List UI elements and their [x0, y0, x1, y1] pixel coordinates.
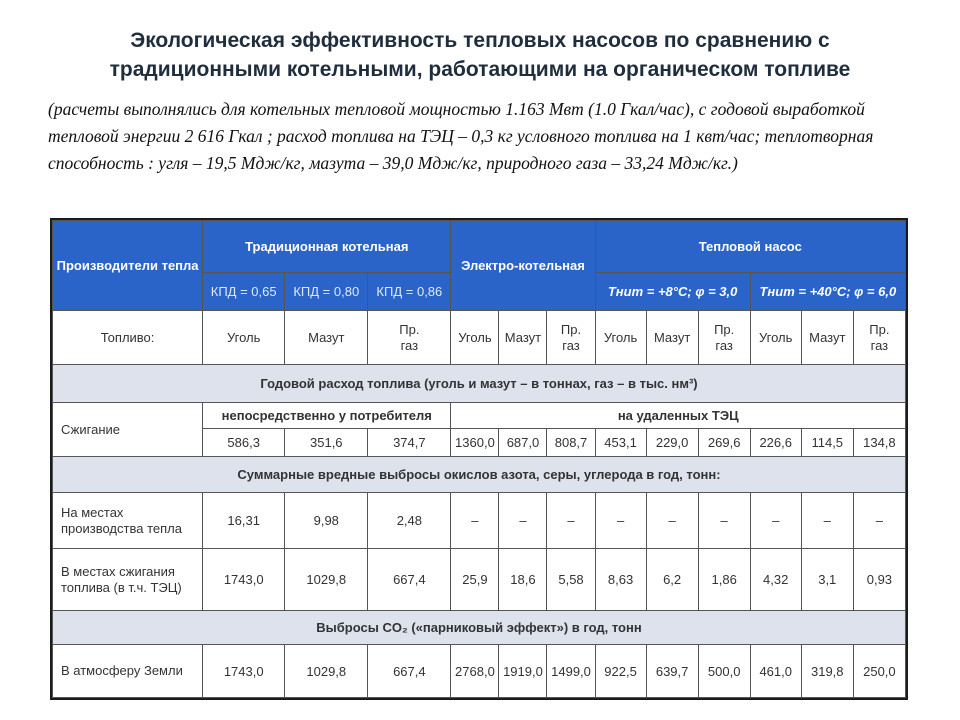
section-harmful-emissions: Суммарные вредные выбросы окислов азота, серы, углерода в год, тонн: [53, 457, 906, 493]
emissions-combustion-value: 1029,8 [285, 549, 368, 611]
co2-value: 319,8 [801, 645, 853, 698]
co2-value: 250,0 [853, 645, 905, 698]
burning-value: 114,5 [801, 429, 853, 457]
fuel-cell: Уголь [203, 311, 285, 365]
co2-value: 639,7 [646, 645, 698, 698]
fuel-cell: Мазут [499, 311, 547, 365]
co2-value: 1919,0 [499, 645, 547, 698]
burning-value: 453,1 [595, 429, 646, 457]
emissions-production-value: – [750, 493, 801, 549]
emissions-combustion-value: 5,58 [547, 549, 595, 611]
emissions-combustion-value: 25,9 [451, 549, 499, 611]
emissions-production-value: 9,98 [285, 493, 368, 549]
title-line-1: Экологическая эффективность тепловых насосов по сравнению с [130, 29, 830, 52]
fuel-cell: Мазут [646, 311, 698, 365]
emissions-combustion-value: 8,63 [595, 549, 646, 611]
co2-value: 1029,8 [285, 645, 368, 698]
burning-value: 1360,0 [451, 429, 499, 457]
emissions-production-value: 2,48 [368, 493, 451, 549]
fuel-label: Топливо: [53, 311, 203, 365]
emissions-production-value: – [853, 493, 905, 549]
title-line-2: традиционными котельными, работающими на органическом топливе [109, 58, 851, 81]
fuel-cell: Пр. газ [368, 311, 451, 365]
section-annual-fuel: Годовой расход топлива (уголь и мазут – в тоннах, газ – в тыс. нм³) [53, 365, 906, 403]
burning-value: 226,6 [750, 429, 801, 457]
co2-value: 2768,0 [451, 645, 499, 698]
emissions-combustion-value: 4,32 [750, 549, 801, 611]
co2-value: 461,0 [750, 645, 801, 698]
co2-value: 1743,0 [203, 645, 285, 698]
emissions-combustion-value: 667,4 [368, 549, 451, 611]
emissions-combustion-value: 1743,0 [203, 549, 285, 611]
comparison-table [50, 218, 908, 700]
heat-pump-mode-2: Tнит = +40°C; φ = 6,0 [750, 273, 905, 311]
co2-value: 500,0 [698, 645, 750, 698]
calculation-note: (расчеты выполнялись для котельных тепловой мощностью 1.163 Мвт (1.0 Гкал/час), с годовой выработкой тепловой энергии 2 616 Гкал ; расход топлива на ТЭЦ – 0,3 кг условного топлива на 1 квт/час; теплотворная способность : угля – 19,5 Мдж/кг, мазута – 39,0 Мдж/кг, природного газа – 33,24 Мдж/кг.) [48, 99, 874, 173]
fuel-cell: Уголь [750, 311, 801, 365]
emissions-combustion-label: В местах сжигания топлива (в т.ч. ТЭЦ) [53, 549, 203, 611]
section-co2-emissions: Выбросы CO₂ («парниковый эффект») в год, тонн [53, 611, 906, 645]
co2-label: В атмосферу Земли [53, 645, 203, 698]
burning-direct: непосредственно у потребителя [203, 403, 451, 429]
fuel-cell: Уголь [595, 311, 646, 365]
header-electric: Электро-котельная [451, 221, 595, 311]
emissions-combustion-value: 1,86 [698, 549, 750, 611]
co2-value: 1499,0 [547, 645, 595, 698]
emissions-combustion-value: 6,2 [646, 549, 698, 611]
emissions-production-value: – [451, 493, 499, 549]
fuel-cell: Мазут [285, 311, 368, 365]
fuel-cell: Пр. газ [547, 311, 595, 365]
header-producers: Производители тепла [53, 221, 203, 311]
emissions-combustion-value: 18,6 [499, 549, 547, 611]
emissions-production-value: – [547, 493, 595, 549]
fuel-cell: Пр. газ [698, 311, 750, 365]
emissions-production-label: На местах производства тепла [53, 493, 203, 549]
fuel-cell: Уголь [451, 311, 499, 365]
burning-remote: на удаленных ТЭЦ [451, 403, 906, 429]
emissions-production-value: – [646, 493, 698, 549]
burning-value: 687,0 [499, 429, 547, 457]
emissions-production-value: – [595, 493, 646, 549]
emissions-production-value: 16,31 [203, 493, 285, 549]
co2-value: 922,5 [595, 645, 646, 698]
burning-value: 229,0 [646, 429, 698, 457]
burning-value: 374,7 [368, 429, 451, 457]
header-heat-pump: Тепловой насос [595, 221, 905, 273]
emissions-combustion-value: 3,1 [801, 549, 853, 611]
co2-value: 667,4 [368, 645, 451, 698]
emissions-production-value: – [801, 493, 853, 549]
fuel-cell: Пр. газ [853, 311, 905, 365]
page-title [40, 26, 920, 84]
emissions-production-value: – [499, 493, 547, 549]
kpd-086: КПД = 0,86 [368, 273, 451, 311]
emissions-combustion-value: 0,93 [853, 549, 905, 611]
kpd-065: КПД = 0,65 [203, 273, 285, 311]
fuel-cell: Мазут [801, 311, 853, 365]
burning-value: 134,8 [853, 429, 905, 457]
burning-value: 808,7 [547, 429, 595, 457]
burning-label: Сжигание [53, 403, 203, 457]
emissions-production-value: – [698, 493, 750, 549]
kpd-080: КПД = 0,80 [285, 273, 368, 311]
burning-value: 586,3 [203, 429, 285, 457]
burning-value: 269,6 [698, 429, 750, 457]
burning-value: 351,6 [285, 429, 368, 457]
heat-pump-mode-1: Tнит = +8°C; φ = 3,0 [595, 273, 750, 311]
header-traditional: Традиционная котельная [203, 221, 451, 273]
